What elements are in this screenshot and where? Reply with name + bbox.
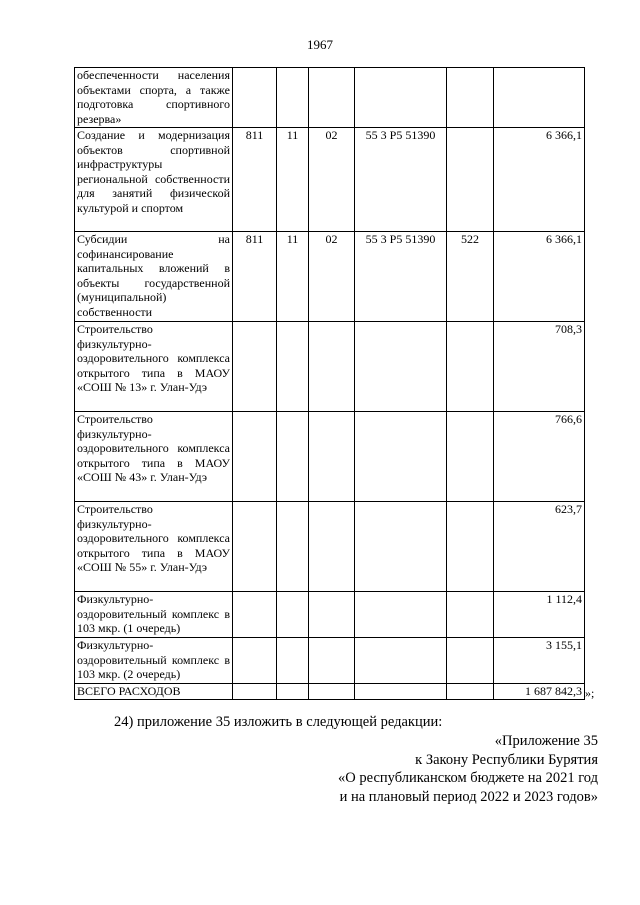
row-section-cell [277, 684, 309, 700]
row-name-cell: Субсидии на софинансирование капитальных вложений в объекты государственной (муниципальной) собственности [75, 232, 233, 322]
row-subsection-cell [309, 322, 355, 412]
row-section-cell [277, 638, 309, 684]
row-target-article-cell: 55 3 P5 51390 [355, 232, 447, 322]
row-section-cell: 11 [277, 128, 309, 232]
row-name-cell: Создание и модернизация объектов спортивной инфраструктуры региональной собственности для занятий физической культурой и спортом [75, 128, 233, 232]
appendix-line: к Закону Республики Бурятия [415, 751, 598, 768]
row-subsection-cell [309, 68, 355, 128]
appendix-header [338, 732, 598, 806]
row-name-cell: ВСЕГО РАСХОДОВ [75, 684, 233, 700]
row-code-cell [233, 322, 277, 412]
table-closing-quote: »; [585, 686, 595, 700]
page-number: 1967 [307, 37, 333, 52]
row-section-cell [277, 322, 309, 412]
row-sum-cell [494, 68, 585, 128]
row-target-article-cell [355, 684, 447, 700]
appendix-line: «Приложение 35 [494, 733, 598, 749]
row-section-cell [277, 502, 309, 592]
row-expense-type-cell [447, 322, 494, 412]
row-sum-cell: 6 366,1 [494, 128, 585, 232]
row-subsection-cell: 02 [309, 232, 355, 322]
table-row [75, 502, 585, 592]
row-expense-type-cell [447, 412, 494, 502]
budget-table-body [75, 68, 585, 700]
appendix-line: и на плановый период 2022 и 2023 годов» [339, 788, 598, 805]
row-expense-type-cell [447, 684, 494, 700]
row-name-cell: Строительство физкультурно-оздоровительного комплекса открытого типа в МАОУ «СОШ № 13» г. Улан-Удэ [75, 322, 233, 412]
row-section-cell [277, 68, 309, 128]
row-code-cell: 811 [233, 128, 277, 232]
row-subsection-cell: 02 [309, 128, 355, 232]
row-name-cell: Строительство физкультурно-оздоровительного комплекса открытого типа в МАОУ «СОШ № 55» г. Улан-Удэ [75, 502, 233, 592]
row-sum-cell: 3 155,1 [494, 638, 585, 684]
row-name-cell: Физкультурно-оздоровительный комплекс в 103 мкр. (2 очередь) [75, 638, 233, 684]
table-row [75, 232, 585, 322]
row-target-article-cell [355, 638, 447, 684]
row-sum-cell: 766,6 [494, 412, 585, 502]
row-code-cell: 811 [233, 232, 277, 322]
budget-table [74, 67, 585, 700]
row-target-article-cell [355, 68, 447, 128]
row-target-article-cell [355, 502, 447, 592]
row-sum-cell: 1 112,4 [494, 592, 585, 638]
row-section-cell [277, 592, 309, 638]
appendix-line: «О республиканском бюджете на 2021 год [338, 770, 598, 786]
row-sum-cell: 1 687 842,3 [494, 684, 585, 700]
table-row [75, 322, 585, 412]
row-target-article-cell: 55 3 P5 51390 [355, 128, 447, 232]
row-name-cell: Строительство физкультурно-оздоровительного комплекса открытого типа в МАОУ «СОШ № 43» г. Улан-Удэ [75, 412, 233, 502]
row-code-cell [233, 684, 277, 700]
table-row [75, 128, 585, 232]
row-code-cell [233, 592, 277, 638]
row-expense-type-cell [447, 638, 494, 684]
row-expense-type-cell [447, 502, 494, 592]
table-row [75, 412, 585, 502]
row-expense-type-cell: 522 [447, 232, 494, 322]
row-subsection-cell [309, 592, 355, 638]
row-code-cell [233, 412, 277, 502]
row-code-cell [233, 638, 277, 684]
table-row [75, 68, 585, 128]
amendment-instruction: 24) приложение 35 изложить в следующей редакции: [114, 714, 443, 730]
row-target-article-cell [355, 412, 447, 502]
row-section-cell: 11 [277, 232, 309, 322]
row-expense-type-cell [447, 128, 494, 232]
table-row [75, 684, 585, 700]
row-subsection-cell [309, 502, 355, 592]
row-subsection-cell [309, 412, 355, 502]
row-expense-type-cell [447, 592, 494, 638]
table-row [75, 638, 585, 684]
row-sum-cell: 708,3 [494, 322, 585, 412]
row-expense-type-cell [447, 68, 494, 128]
row-sum-cell: 623,7 [494, 502, 585, 592]
table-row [75, 592, 585, 638]
row-target-article-cell [355, 592, 447, 638]
row-section-cell [277, 412, 309, 502]
row-subsection-cell [309, 684, 355, 700]
row-name-cell: Физкультурно-оздоровительный комплекс в 103 мкр. (1 очередь) [75, 592, 233, 638]
row-code-cell [233, 502, 277, 592]
row-code-cell [233, 68, 277, 128]
row-target-article-cell [355, 322, 447, 412]
row-name-cell: обеспеченности населения объектами спорта, а также подготовка спортивного резерва» [75, 68, 233, 128]
row-subsection-cell [309, 638, 355, 684]
row-sum-cell: 6 366,1 [494, 232, 585, 322]
